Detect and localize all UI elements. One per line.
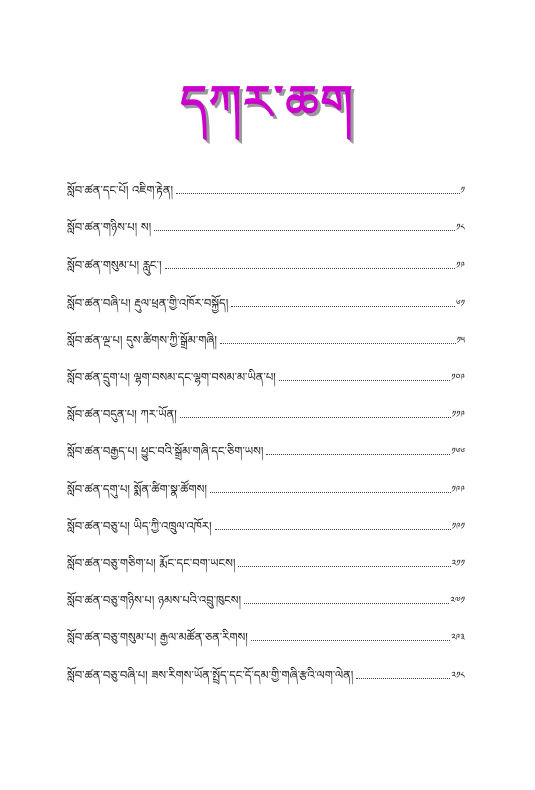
toc-entry-page: ༡༩ [456,261,465,271]
toc-entry-page: ༡༨ [456,223,465,233]
toc-entry-label: སློབ་ཚན་གཉིས་པ། ས། [67,220,152,234]
toc-dot-leader [238,566,450,567]
toc-entry-label: སློབ་ཚན་དྲུག་པ། ལྷག་བསམ་དང་ལྷག་བསམ་མ་ཡིན་པ། [67,370,276,384]
toc-entry[interactable] [67,291,465,311]
toc-dot-leader [244,603,449,604]
toc-entry[interactable] [67,328,465,348]
toc-dot-leader [176,193,460,194]
toc-entry-label: སློབ་ཚན་བཅུ་པ། ཡིད་ཀྱི་འཁྲུལ་འཁོར། [67,519,212,533]
toc-entry[interactable] [67,514,465,534]
toc-entry-page: ༦༡ [455,299,465,309]
toc-entry-label: སློབ་ཚན་བཅུ་གཉིས་པ། ཉམས་པའི་འབྲུ་ཁུངས། [67,593,242,607]
toc-entry-page: ༡༩༩ [451,485,465,495]
toc-entry-page: ༢༡༡ [451,559,465,569]
toc-entry-label: སློབ་ཚན་བདུན་པ། ཀར་ཡོན། [67,407,177,421]
toc-dot-leader [215,529,451,530]
toc-dot-leader [180,417,451,418]
toc-dot-leader [266,454,450,455]
toc-entry-page: ༡༦༦ [451,447,465,457]
toc-entry-label: སློབ་ཚན་ལྔ་པ། དུས་ཚིགས་ཀྱི་སྒྲོམ་གཞི། [67,333,217,347]
toc-entry[interactable] [67,588,465,608]
toc-entry-page: ༡༠༩ [451,373,465,383]
page-title: དཀར་ཆག [180,75,355,129]
toc-entry[interactable] [67,439,465,459]
toc-entry[interactable] [67,402,465,422]
toc-entry-page: ༢༧༡ [450,596,465,606]
toc-entry[interactable] [67,625,465,645]
toc-entry[interactable] [67,663,465,683]
toc-entry[interactable] [67,477,465,497]
toc-entry[interactable] [67,215,465,235]
toc-dot-leader [165,268,456,269]
toc-dot-leader [231,306,455,307]
toc-entry-label: སློབ་ཚན་བརྒྱད་པ། ཕྱུང་བའི་སྒྲོམ་གཞི་དང་ཅིག་ཡས། [67,444,264,458]
toc-dot-leader [251,640,450,641]
toc-entry-page: ༡༡༩ [451,410,465,420]
toc-dot-leader [279,380,450,381]
toc-entry-label: སློབ་ཚན་བཅུ་གསུམ་པ། རྒྱལ་མཚོན་ཅན་རིགས། [67,630,248,644]
toc-entry-page: ༡༩༡ [451,522,465,532]
toc-entry-label: སློབ་ཚན་གསུམ་པ། རླུང་། [67,258,162,272]
toc-entry[interactable] [67,365,465,385]
toc-entry-label: སློབ་ཚན་བཅུ་གཅིག་པ། རྨོང་དང་བག་ཡངས། [67,556,236,570]
toc-entry[interactable] [67,551,465,571]
toc-entry-page: ༡༥ [456,336,465,346]
toc-dot-leader [154,230,455,231]
toc-dot-leader [220,343,456,344]
toc-entry-label: སློབ་ཚན་བཅུ་བཞི་པ། ཟས་རིགས་ཡོན་སྤྲོད་དང་དོ་དམ་གྱི་གཞི་རྩའི་ལག་ལེན། [67,668,354,682]
toc-dot-leader [356,678,450,679]
toc-dot-leader [210,492,451,493]
toc-entry-label: སློབ་ཚན་དང་པོ། འཇིག་རྟེན། [67,183,174,197]
toc-entry[interactable] [67,253,465,273]
toc-entry-page: ༢༡༨ [451,671,465,681]
toc-entry-page: ༡ [460,186,465,196]
toc-entry[interactable] [67,178,465,198]
toc-entry-page: ༢༩༣ [451,633,465,643]
toc-entry-label: སློབ་ཚན་བཞི་པ། རྡུལ་ཕྲན་གྱི་འཁོར་བསྐྱོད། [67,296,229,310]
toc-entry-label: སློབ་ཚན་དགུ་པ། སྨོན་ཚིག་སྣ་ཚོགས། [67,482,207,496]
